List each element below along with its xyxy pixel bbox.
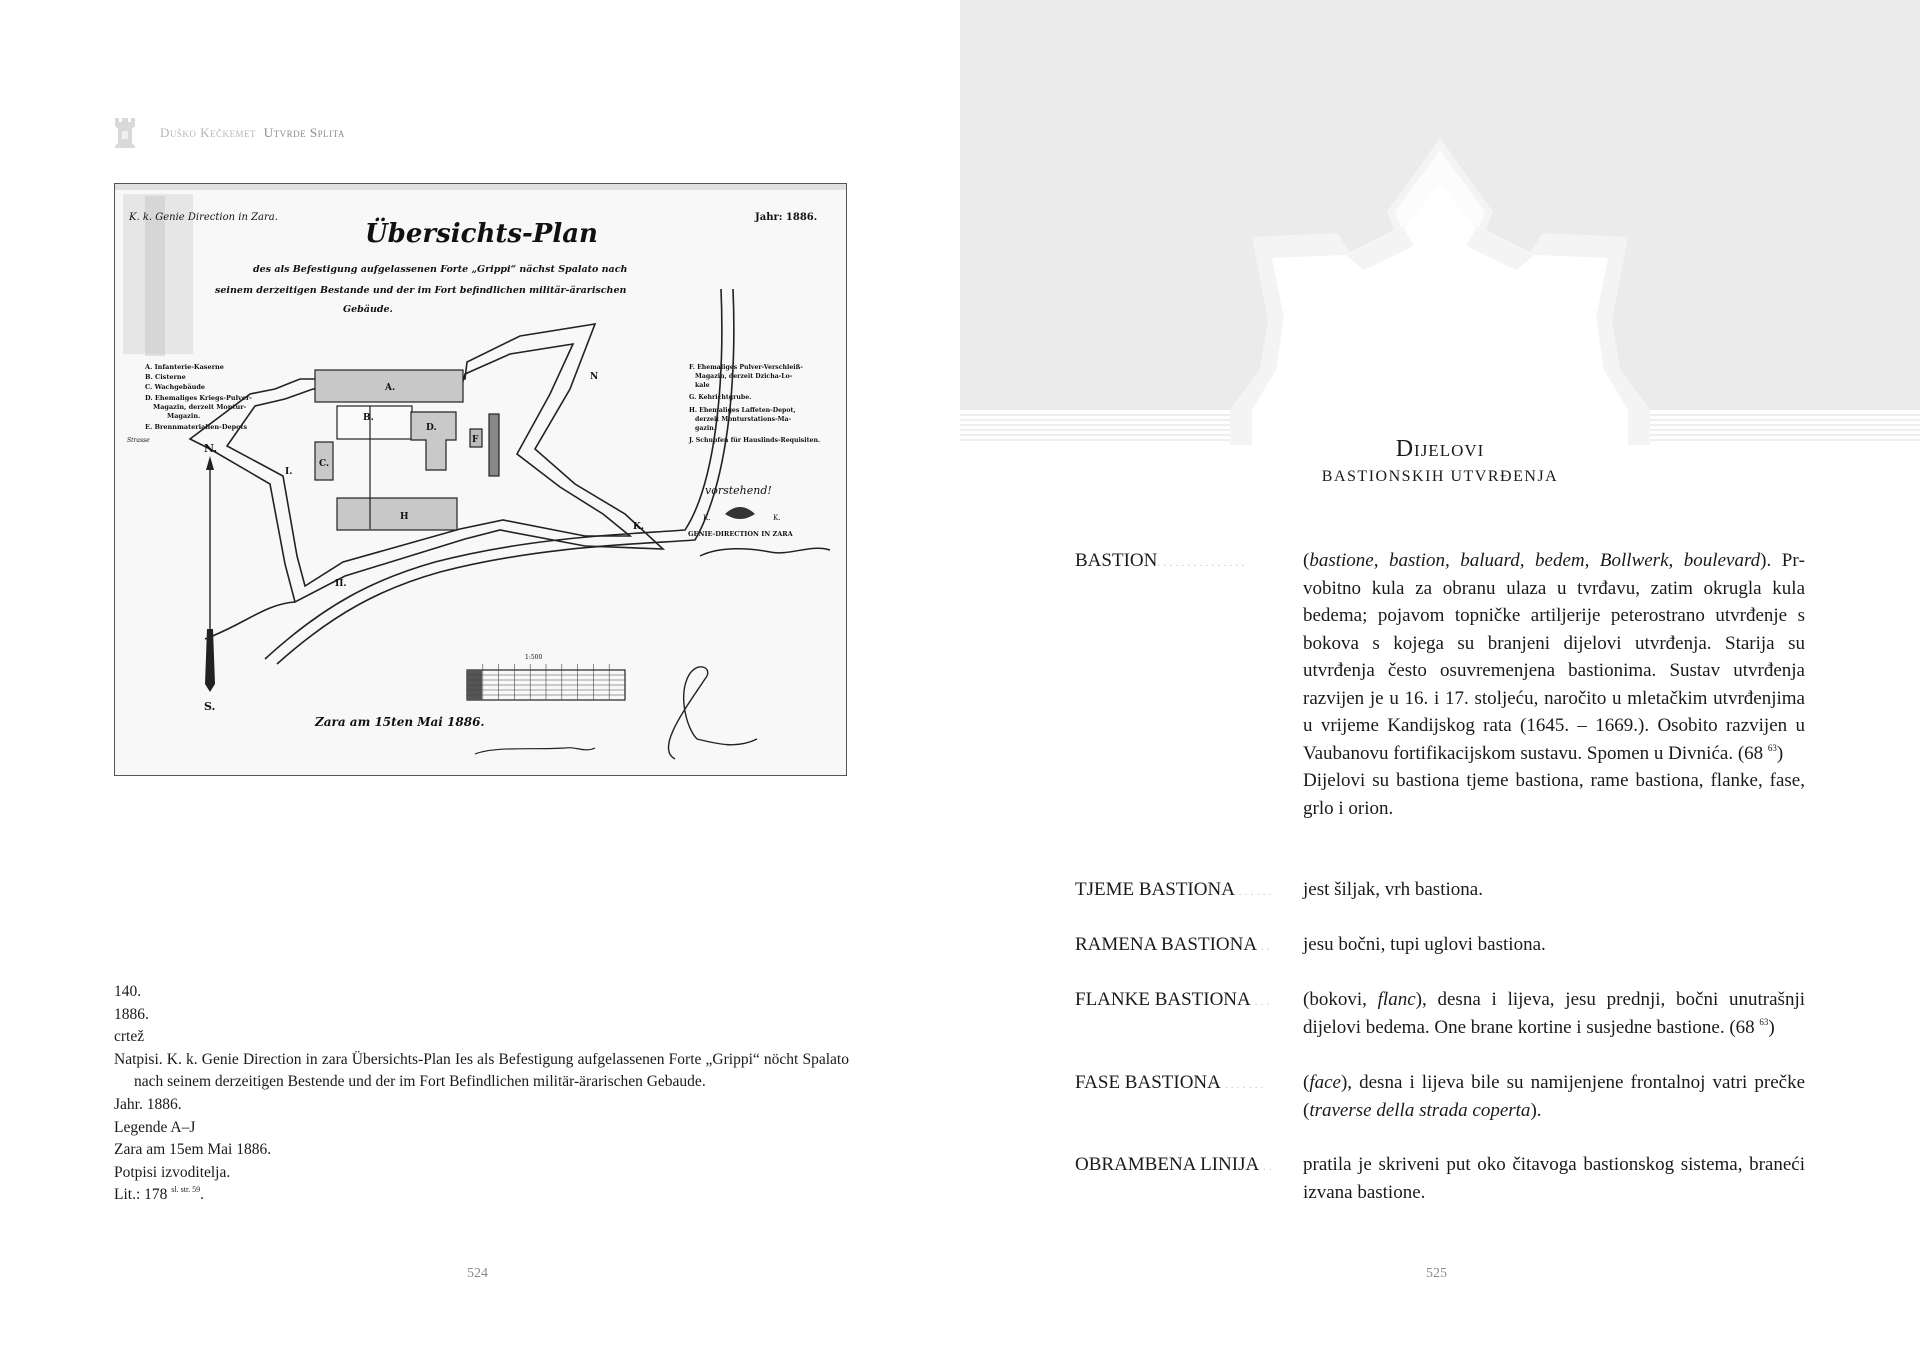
glossary-term bbox=[1075, 931, 1303, 961]
dot-leader: ....... bbox=[1224, 1077, 1267, 1091]
legend-item: Magazin. bbox=[167, 412, 201, 420]
legend-item: J. Schupfen für Hauslinds-Requisiten. bbox=[689, 437, 821, 444]
plan-label: D. bbox=[426, 423, 437, 433]
def-text: (bokovi, bbox=[1303, 989, 1378, 1010]
plan-subtitle-line: seinem derzeitigen Bestande und der im Fort befindlichen militär-ärarischen bbox=[215, 285, 627, 296]
plan-subtitle-line: des als Befestigung aufgelassenen Forte „Grippi“ nächst Spalato nach bbox=[253, 264, 628, 275]
definition-paragraph: Dijelovi su bastiona tjeme bastiona, rame bastiona, flanke, fase, grlo i orion. bbox=[1303, 770, 1805, 819]
building-G bbox=[489, 414, 499, 476]
building-H bbox=[337, 498, 457, 530]
footnote-ref: 63 bbox=[1767, 742, 1777, 753]
plan-label: F bbox=[472, 435, 479, 445]
building-B bbox=[337, 406, 412, 439]
glossary-term bbox=[1075, 1151, 1303, 1181]
caption-type: crtež bbox=[114, 1028, 145, 1046]
term-text: BASTION bbox=[1075, 550, 1158, 571]
glossary-definition: jesu bočni, tupi uglovi bastiona. bbox=[1303, 934, 1546, 955]
legend-item: Magazin, derzeit Dzicha-Lo- bbox=[695, 373, 793, 380]
caption-inscription: Natpisi. K. k. Genie Direction in zara Übersichts-Plan Ies als Befestigung aufgelassenen Forte „Grippi“ nöcht Spalato nach seinem derzeitigen Bestende und der im Fort Befindlichen militär-ärarischen Gebaude. bbox=[114, 1050, 849, 1091]
def-text: ), desna i lijeva bile su namijenjene frontalnoj vatri prečke ( bbox=[1303, 1072, 1805, 1121]
term-text: OBRAMBENA LINIJA bbox=[1075, 1154, 1259, 1175]
def-text: ) bbox=[1768, 1016, 1775, 1038]
glossary-definition bbox=[1303, 986, 1805, 1041]
plan-label: C. bbox=[319, 459, 330, 469]
term-text: FASE BASTIONA bbox=[1075, 1072, 1220, 1093]
south-label: S. bbox=[204, 700, 216, 713]
def-text: ( bbox=[1303, 1072, 1310, 1093]
def-italic: face bbox=[1309, 1072, 1341, 1093]
footnote-ref: 63 bbox=[1759, 1016, 1769, 1027]
running-head-text bbox=[160, 125, 345, 141]
def-text: ). bbox=[1530, 1099, 1542, 1121]
section-title: Dijelovi bbox=[1395, 436, 1485, 462]
dot-leader: ............... bbox=[1157, 555, 1248, 569]
lit-sup: sl. str. 59 bbox=[171, 1185, 201, 1195]
glossary-definition: jest šiljak, vrh bastiona. bbox=[1303, 879, 1483, 900]
glossary-term bbox=[1075, 876, 1303, 906]
plan-date-line: Zara am 15ten Mai 1886. bbox=[315, 715, 485, 729]
legend-item: A. Infanterie-Kaserne bbox=[145, 363, 224, 371]
stamp-letter: K. bbox=[703, 514, 711, 522]
tower-icon bbox=[114, 118, 136, 148]
plan-label: N bbox=[590, 372, 599, 382]
plan-label: H bbox=[400, 512, 409, 522]
term-text: RAMENA BASTIONA bbox=[1075, 934, 1257, 955]
dot-leader: .. bbox=[1260, 939, 1273, 953]
plan-header-left: K. k. Genie Direction in Zara. bbox=[129, 212, 278, 223]
def-italic: bastione, bastion, baluard, bedem, Bollwerk, boulevard bbox=[1309, 550, 1761, 571]
plan-label: II. bbox=[335, 579, 347, 589]
legend-item: Magazin, derzeit Montur- bbox=[153, 403, 247, 411]
plan-label: I. bbox=[285, 467, 293, 477]
def-italic: flanc bbox=[1377, 989, 1416, 1010]
plan-label: K. bbox=[633, 522, 644, 532]
legend-item: H. Ehemaliges Laffeten-Depot, bbox=[689, 407, 796, 414]
term-text: TJEME BASTIONA bbox=[1075, 879, 1234, 900]
north-label: N. bbox=[204, 442, 218, 455]
glossary-term bbox=[1075, 1069, 1303, 1099]
def-text: ) bbox=[1776, 742, 1784, 764]
caption-place-date: Zara am 15em Mai 1886. bbox=[114, 1141, 272, 1159]
glossary-definition bbox=[1303, 1069, 1805, 1124]
running-head bbox=[114, 118, 345, 148]
verified-note: vorstehend! bbox=[705, 484, 772, 497]
author-name: Duško Kečkemet bbox=[160, 125, 257, 140]
section-subtitle: BASTIONSKIH UTVRĐENJA bbox=[1321, 468, 1559, 485]
legend-item: E. Brennmaterialien-Depots bbox=[145, 423, 248, 431]
definition-paragraph bbox=[1303, 547, 1805, 767]
def-text: ( bbox=[1303, 550, 1310, 571]
plan-subtitle-line: Gebäude. bbox=[343, 304, 393, 315]
legend-item: derzeit Monturstations-Ma- bbox=[695, 416, 792, 423]
page-number-left: 524 bbox=[467, 1266, 488, 1281]
caption-number: 140. bbox=[114, 983, 142, 1000]
legend-item: G. Kehrichtgrube. bbox=[689, 394, 752, 401]
caption-year: 1886. bbox=[114, 1005, 149, 1023]
plan-label: A. bbox=[385, 383, 396, 393]
dot-leader: ... bbox=[1254, 994, 1273, 1008]
legend-item: gazin. bbox=[695, 425, 716, 432]
caption-literature bbox=[114, 1184, 849, 1207]
figure-caption bbox=[114, 981, 849, 1207]
bastion-star-decoration bbox=[960, 0, 1920, 445]
legend-item: F. Ehemaliges Pulver-Verschleiß- bbox=[689, 364, 803, 371]
plan-drawing bbox=[115, 184, 846, 775]
plan-label: B. bbox=[363, 413, 374, 423]
scale-label: 1:500 bbox=[525, 654, 543, 661]
road-label: Strasse bbox=[127, 437, 150, 444]
plan-title: Übersichts-Plan bbox=[365, 219, 598, 249]
lit-suffix: . bbox=[200, 1186, 205, 1204]
term-text: FLANKE BASTIONA bbox=[1075, 989, 1250, 1010]
legend-item: kale bbox=[695, 382, 710, 389]
right-page bbox=[960, 0, 1920, 1358]
legend-item: D. Ehemaliges Kriegs-Pulver- bbox=[145, 394, 253, 402]
plan-header-right: Jahr: 1886. bbox=[755, 212, 818, 223]
caption-legend: Legende A–J bbox=[114, 1118, 196, 1136]
glossary-term bbox=[1075, 986, 1303, 1016]
book-title: Utvrde Splita bbox=[263, 125, 345, 140]
dot-leader: .. bbox=[1262, 1159, 1275, 1173]
caption-year-line: Jahr. 1886. bbox=[114, 1095, 182, 1113]
stamp-letter: K. bbox=[773, 514, 781, 522]
def-text: ). Prvobitno kula za obranu ulaza u tvrđavu, zatim okrugla kula bedema; pojavom topničke artiljerije peterostrano utvrđenje s bokova s kojega su branjeni dijelovi utvrđenja. Starija su utvrđenja često osuvremenjena bastionima. Sustav utvrđenja razvijen je u 16. i 17. stoljeću, naročito u mletačkim utvrđenjima u vrijeme Kandijskog rata (1645. – 1669.). Osobito razvijen u Vaubanovu fortifikacijskom sustavu. Spomen u Divnića. (68 bbox=[1303, 550, 1805, 764]
dot-leader: ...... bbox=[1238, 884, 1275, 898]
legend-item: B. Cisterne bbox=[145, 373, 186, 381]
caption-signatures: Potpisi izvoditelja. bbox=[114, 1163, 231, 1181]
page-number-right: 525 bbox=[1426, 1266, 1447, 1281]
glossary-definition: pratila je skriveni put oko čitavoga bastionskog sistema, braneći izvana bastione. bbox=[1303, 1154, 1805, 1203]
glossary-definition bbox=[1303, 547, 1805, 822]
def-text: ), desna i lijeva, jesu prednji, bočni unutrašnji dijelovi bedema. One brane kortine i susjedne bastione. (68 bbox=[1303, 989, 1805, 1038]
fortification-plan-figure bbox=[114, 183, 847, 776]
legend-item: C. Wachgebäude bbox=[145, 383, 206, 391]
stamp-text: GENIE-DIRECTION IN ZARA bbox=[688, 530, 793, 538]
lit-ref: Lit.: 178 bbox=[114, 1186, 168, 1204]
glossary-term bbox=[1075, 547, 1303, 577]
def-italic: traverse della strada coperta bbox=[1309, 1099, 1531, 1121]
